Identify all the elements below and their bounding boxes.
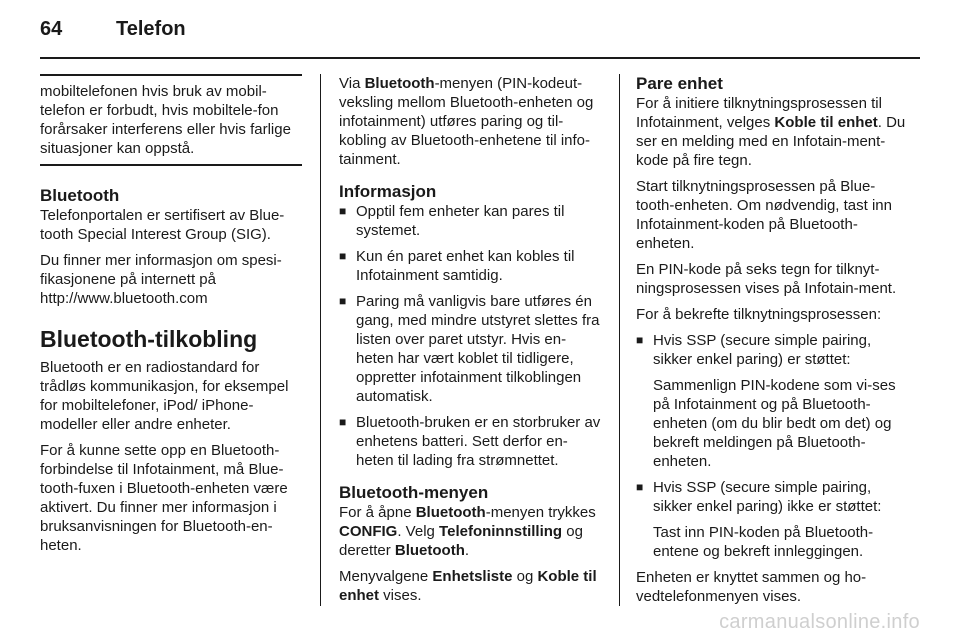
bold-term: Koble til enhet bbox=[339, 568, 597, 604]
list-item: ■ Bluetooth-bruken er en storbruker av enhetens batteri. Sett derfor en-heten til lading fra strømnettet. bbox=[339, 413, 603, 470]
bold-term: Bluetooth bbox=[415, 504, 486, 521]
pair-paragraph-3: En PIN-kode på seks tegn for tilknyt-ningsprosessen vises på Infotain-ment. bbox=[636, 261, 897, 297]
information-list bbox=[339, 202, 603, 470]
bluetooth-heading: Bluetooth bbox=[40, 186, 120, 205]
menu-paragraph-2 bbox=[339, 567, 603, 605]
intro-paragraph bbox=[339, 74, 603, 169]
page-number: 64 bbox=[40, 18, 63, 40]
connection-paragraph-1: Bluetooth er en radiostandard for trådløs kommunikasjon, for eksempel for mobiltelefoner, iPod/ iPhone-modeller eller andre enheter. bbox=[40, 359, 289, 433]
text-run: vises. bbox=[379, 587, 422, 604]
page-title: Telefon bbox=[116, 18, 186, 40]
list-item: ■ Hvis SSP (secure simple pairing, sikker enkel paring) ikke er støttet: bbox=[636, 478, 906, 516]
bold-term: CONFIG bbox=[339, 523, 398, 540]
text-run: For å initiere tilknytningsprosessen til Infotainment, velges bbox=[636, 95, 882, 131]
text-run: -menyen trykkes bbox=[485, 504, 596, 521]
pair-paragraph-1 bbox=[636, 94, 906, 170]
pair-paragraph-5: Enheten er knyttet sammen og ho-vedtelefonmenyen vises. bbox=[636, 569, 867, 605]
text-run: og deretter bbox=[339, 523, 583, 559]
column-divider-1 bbox=[320, 74, 321, 606]
column-divider-2 bbox=[619, 74, 620, 606]
text-run: Via bbox=[339, 75, 365, 92]
list-item: ■ Paring må vanligvis bare utføres én gang, med mindre utstyret slettes fra listen over paret utstyr. Hvis en-heten har vært koblet til tidligere, oppretter infotainment tilkoblingen automatisk. bbox=[339, 292, 603, 406]
warning-note bbox=[40, 74, 302, 166]
page-header bbox=[40, 18, 186, 41]
pair-paragraph-4: For å bekrefte tilknytningsprosessen: bbox=[636, 306, 882, 323]
confirm-list bbox=[636, 331, 906, 561]
text-run: Menyvalgene bbox=[339, 568, 433, 585]
list-item: ■ Hvis SSP (secure simple pairing, sikker enkel paring) er støttet: bbox=[636, 331, 906, 369]
list-item-detail: Sammenlign PIN-kodene som vi-ses på Infotainment og på Bluetooth-enheten (om du blir bedt om det) og bekreft meldingen på Bluetooth-enheten. bbox=[653, 377, 896, 470]
bold-term: Bluetooth bbox=[364, 75, 435, 92]
bluetooth-url: http://www.bluetooth.com bbox=[40, 290, 208, 307]
text-run: -menyen (PIN-kodeut-veksling mellom Bluetooth-enheten og infotainment) utføres paring og til-kobling av Bluetooth-enhetene til info-tainment. bbox=[339, 75, 594, 168]
text-run: og bbox=[512, 568, 538, 585]
bluetooth-paragraph-1: Telefonportalen er sertifisert av Blue-tooth Special Interest Group (SIG). bbox=[40, 207, 285, 243]
column-2 bbox=[339, 74, 603, 612]
text-run: . Du ser en melding med en Infotain-ment-kode på fire tegn. bbox=[636, 114, 906, 169]
list-item: ■ Opptil fem enheter kan pares til systemet. bbox=[339, 202, 603, 240]
bold-term: Telefoninnstilling bbox=[439, 523, 563, 540]
header-rule bbox=[40, 57, 920, 59]
watermark: carmanualsonline.info bbox=[719, 611, 920, 633]
warning-note-text: mobiltelefonen hvis bruk av mobil-telefon er forbudt, hvis mobiltele-fon forårsaker interferens eller hvis farlige situasjoner kan oppstå. bbox=[40, 83, 291, 157]
list-item-detail: Tast inn PIN-koden på Bluetooth-entene og bekreft innleggingen. bbox=[653, 524, 874, 560]
bluetooth-connection-heading: Bluetooth-tilkobling bbox=[40, 326, 258, 352]
column-3 bbox=[636, 74, 906, 613]
bold-term: Enhetsliste bbox=[432, 568, 513, 585]
pair-paragraph-2: Start tilknytningsprosessen på Blue-tooth-enheten. Om nødvendig, tast inn Infotainment-koden på Bluetooth-enheten. bbox=[636, 178, 892, 252]
column-1 bbox=[40, 74, 302, 562]
bluetooth-paragraph-2-text: Du finner mer informasjon om spesi-fikasjonene på internett på bbox=[40, 252, 282, 288]
list-item: ■ Kun én paret enhet kan kobles til Infotainment samtidig. bbox=[339, 247, 603, 285]
bold-term: Bluetooth bbox=[394, 542, 465, 559]
connection-paragraph-2: For å kunne sette opp en Bluetooth-forbindelse til Infotainment, må Blue-tooth-fuxen i Bluetooth-enheten være aktivert. Du finner mer informasjon i bruksanvisningen for Bluetooth-en-heten. bbox=[40, 442, 288, 554]
menu-paragraph-1 bbox=[339, 503, 603, 560]
text-run: . Velg bbox=[397, 523, 440, 540]
pair-device-heading: Pare enhet bbox=[636, 74, 723, 93]
bluetooth-menu-heading: Bluetooth-menyen bbox=[339, 483, 489, 502]
bold-term: Koble til enhet bbox=[774, 114, 878, 131]
bluetooth-paragraph-2 bbox=[40, 251, 302, 308]
information-heading: Informasjon bbox=[339, 182, 437, 201]
text-run: For å åpne bbox=[339, 504, 416, 521]
text-run: . bbox=[464, 542, 470, 559]
